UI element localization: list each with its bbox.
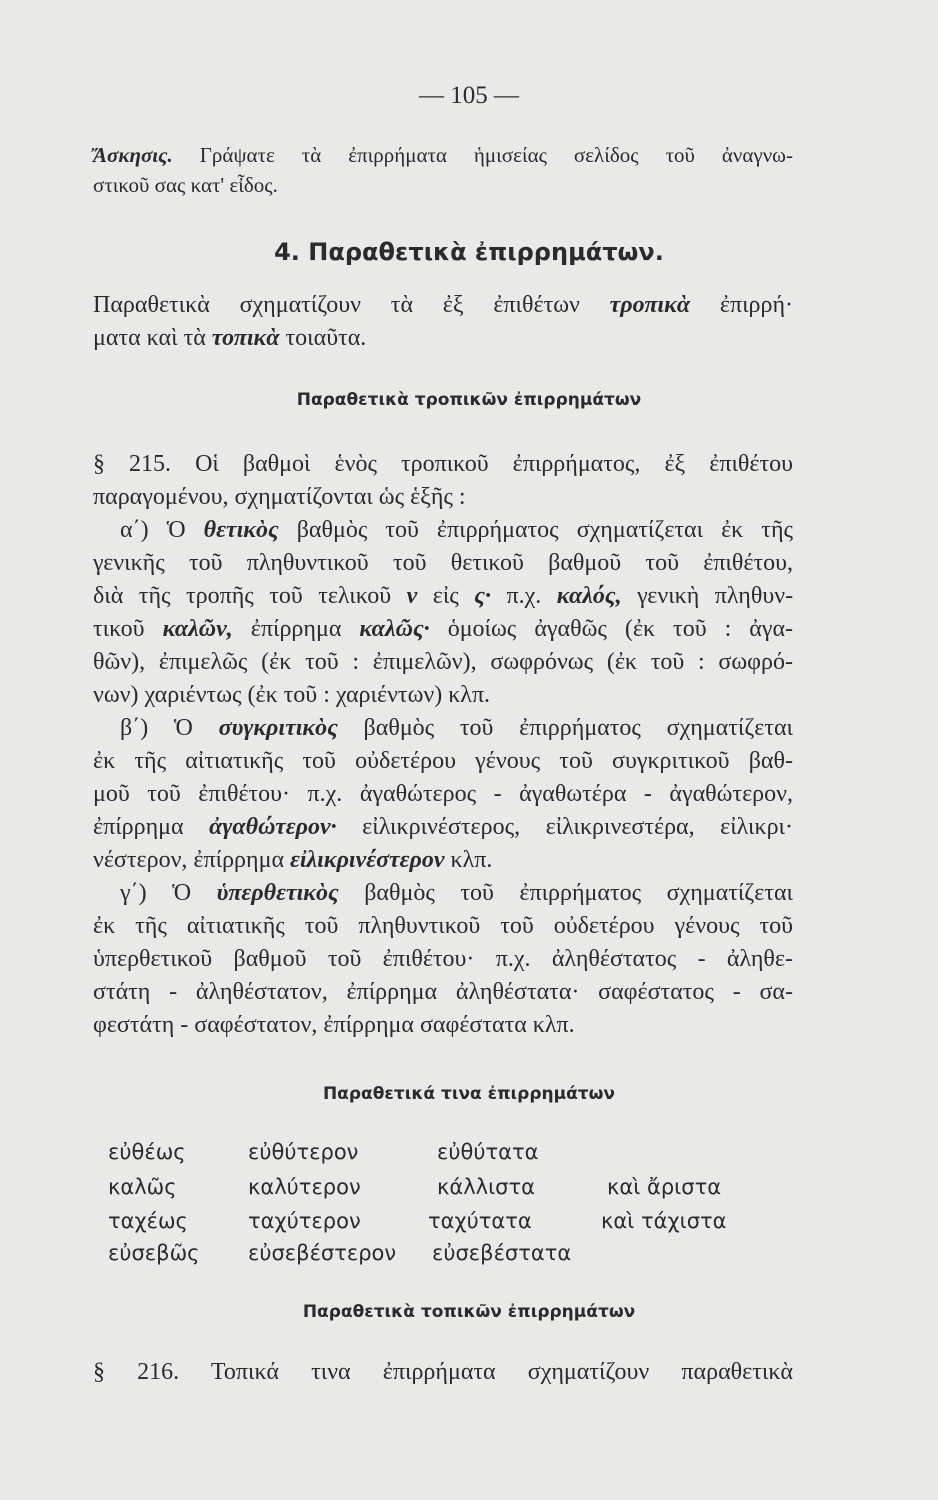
example-cell: ταχύτατα [428,1209,532,1233]
p215-b5-pre: νέστερον, ἐπίρρημα [93,847,285,873]
p215-a-line-1 [120,514,793,547]
p215-a3-mid: εἰς [432,583,459,609]
p215-line-1: § 215. Οἱ βαθμοὶ ἑνὸς τροπικοῦ ἐπιρρήματος, ἐξ ἐπιθέτου [93,451,793,477]
example-cell: καλύτερον [248,1175,361,1199]
example-cell: εὐθύτερον [248,1140,359,1164]
p215-a-bold: θετικὸς [203,517,279,543]
p215-a4-mid: ἐπίρρημα [250,616,342,642]
example-cell: εὐσεβέστατα [432,1241,572,1265]
exercise-line-2: στικοῦ σας κατ' εἶδος. [93,173,278,197]
p215-b-line-3: μοῦ τοῦ ἐπιθέτου· π.χ. ἀγαθώτερος - ἀγαθωτέρα - ἀγαθώτερον, [93,781,793,807]
p215-b-line-4 [93,811,793,844]
section-title: 4. Παραθετικὰ ἐπιρρημάτων. [274,238,664,266]
intro-line-2 [93,322,793,355]
p215-b4-post: εἰλικρινέστερος, εἰλικρινεστέρα, εἰλικρι· [362,814,793,840]
exercise-line-1 [93,140,793,170]
example-cell: κάλλιστα [437,1175,535,1199]
p215-a3-nu: ν [406,583,418,609]
p215-b-bold: συγκριτικὸς [218,715,338,741]
p215-b5-post: κλπ. [450,847,493,873]
example-cell: εὐθύτατα [437,1140,539,1164]
intro-line-1 [93,289,793,322]
p215-a3-kalos: καλός, [556,583,622,609]
example-cell: εὐσεβῶς [108,1241,200,1265]
heading-tropika: Παραθετικὰ τροπικῶν ἐπιρρημάτων [296,390,642,410]
example-cell: καὶ ἄριστα [607,1175,722,1199]
example-cell: εὐθέως [108,1140,186,1164]
p215-a3-post: γενικὴ πληθυν- [637,583,794,609]
p215-b-post: βαθμὸς τοῦ ἐπιρρήματος σχηματίζεται [363,715,794,741]
example-cell: καὶ τάχιστα [601,1209,727,1233]
heading-topika: Παραθετικὰ τοπικῶν ἐπιρρημάτων [302,1302,636,1322]
example-cell: ταχύτερον [248,1209,361,1233]
p215-c-line-4: στάτη - ἀληθέστατον, ἐπίρρημα ἀληθέστατα· σαφέστατος - σα- [93,979,793,1005]
p215-c-post: βαθμὸς τοῦ ἐπιρρήματος σχηματίζεται [364,880,793,906]
p215-a4-post: ὁμοίως ἀγαθῶς (ἐκ τοῦ : ἀγα- [447,616,794,642]
p215-a4-kalos: καλῶς· [359,616,430,642]
p215-a-line-5: θῶν), ἐπιμελῶς (ἐκ τοῦ : ἐπιμελῶν), σωφρόνως (ἐκ τοῦ : σωφρό- [93,649,793,675]
p215-c-line-3: ὑπερθετικοῦ βαθμοῦ τοῦ ἐπιθέτου· π.χ. ἀληθέστατος - ἀληθε- [93,946,793,972]
p215-c-pre: γ΄) Ὁ [120,880,192,906]
example-cell: ταχέως [108,1209,188,1233]
intro-bold-tropika: τροπικὰ [609,292,691,318]
p215-b-line-2: ἐκ τῆς αἰτιατικῆς τοῦ οὐδετέρου γένους τοῦ συγκριτικοῦ βαθ- [93,748,793,774]
p215-c-line-1 [120,877,793,910]
exercise-text: Γράψατε τὰ ἐπιρρήματα ἡμισείας σελίδος τοῦ ἀναγνω- [199,143,793,167]
p215-a4-kalon: καλῶν, [162,616,233,642]
exercise-label: Ἄσκησις. [93,143,173,167]
p215-b4-bold: ἀγαθώτερον· [209,814,337,840]
intro-bold-topika: τοπικὰ [211,325,280,351]
intro-text-a: Παραθετικὰ σχηματίζουν τὰ ἐξ ἐπιθέτων [93,292,580,318]
p215-a-post: βαθμὸς τοῦ ἐπιρρήματος σχηματίζεται ἐκ τῆς [296,517,794,543]
p215-a-pre: α΄) Ὁ [120,517,186,543]
p215-b-line-5 [93,844,793,877]
p216-line-1: § 216. Τοπικά τινα ἐπιρρήματα σχηματίζουν παραθετικὰ [93,1359,793,1385]
p215-a3-s: ς· [474,583,491,609]
p215-b-line-1 [120,712,793,745]
p215-a3-pre: διὰ τῆς τροπῆς τοῦ τελικοῦ [93,583,392,609]
p215-a-line-3 [93,580,793,613]
p215-b-pre: β΄) Ὁ [120,715,193,741]
intro-text-c: ματα καὶ τὰ [93,325,206,351]
example-cell: καλῶς [108,1175,177,1199]
page-number: — 105 — [419,82,519,109]
intro-text-b: ἐπιρρή· [719,292,794,318]
intro-text-d: τοιαῦτα. [285,325,367,351]
p215-a3-px: π.χ. [506,583,542,609]
p215-line-2: παραγομένου, σχηματίζονται ὡς ἑξῆς : [93,484,466,510]
p215-c-line-2: ἐκ τῆς αἰτιατικῆς τοῦ πληθυντικοῦ τοῦ οὐδετέρου γένους τοῦ [93,913,793,939]
p215-a-line-2: γενικῆς τοῦ πληθυντικοῦ τοῦ θετικοῦ βαθμοῦ τοῦ ἐπιθέτου, [93,550,793,576]
p215-a-line-4 [93,613,793,646]
heading-examples: Παραθετικά τινα ἐπιρρημάτων [322,1084,616,1104]
p215-a-line-6: νων) χαριέντως (ἐκ τοῦ : χαριέντων) κλπ. [93,682,491,708]
p215-b4-pre: ἐπίρρημα [93,814,184,840]
p215-c-bold: ὑπερθετικὸς [216,880,339,906]
p215-c-line-5: φεστάτη - σαφέστατον, ἐπίρρημα σαφέστατα κλπ. [93,1012,575,1038]
p215-a4-pre: τικοῦ [93,616,145,642]
example-cell: εὐσεβέστερον [248,1241,397,1265]
p215-b5-bold: εἰλικρινέστερον [290,847,445,873]
